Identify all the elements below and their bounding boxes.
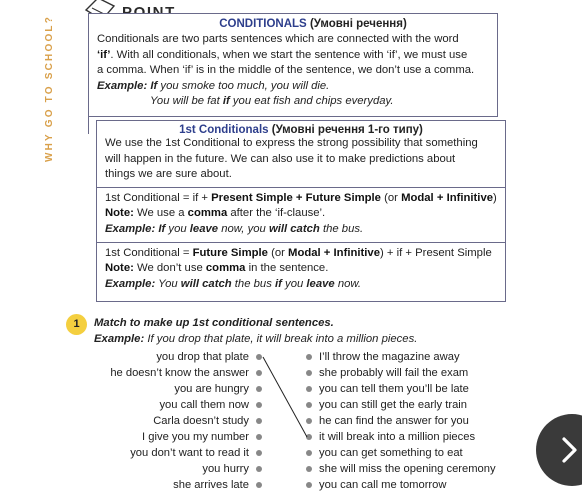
right-match-text: you can get something to eat — [319, 447, 463, 459]
left-match-dot[interactable] — [256, 402, 262, 408]
left-match-text: Carla doesn’t study — [153, 415, 249, 427]
right-match-item[interactable] — [306, 413, 526, 429]
left-match-item[interactable] — [66, 445, 262, 461]
right-match-dot[interactable] — [306, 386, 312, 392]
right-match-text: you can tell them you’ll be late — [319, 383, 469, 395]
right-match-dot[interactable] — [306, 434, 312, 440]
left-match-text: you don’t want to read it — [130, 447, 249, 459]
left-match-text: you hurry — [202, 463, 249, 475]
conditionals-title: CONDITIONALS (Умовні речення) — [219, 18, 407, 30]
right-match-text: it will break into a million pieces — [319, 431, 476, 443]
left-match-text: you drop that plate — [156, 351, 249, 363]
left-match-item[interactable] — [66, 477, 262, 493]
side-label: WHY GO TO SCHOOL? — [44, 14, 55, 162]
left-match-text: you are hungry — [174, 383, 249, 395]
right-match-dot[interactable] — [306, 354, 312, 360]
right-match-text: he can find the answer for you — [319, 415, 469, 427]
right-match-item[interactable] — [306, 461, 526, 477]
right-match-dot[interactable] — [306, 482, 312, 488]
right-match-dot[interactable] — [306, 418, 312, 424]
right-match-dot[interactable] — [306, 402, 312, 408]
right-match-item[interactable] — [306, 381, 526, 397]
left-match-text: I give you my number — [142, 431, 249, 443]
right-match-item[interactable] — [306, 429, 526, 445]
left-match-dot[interactable] — [256, 434, 262, 440]
match-right-column — [306, 349, 526, 493]
left-match-item[interactable] — [66, 349, 262, 365]
left-match-text: he doesn’t know the answer — [110, 367, 249, 379]
left-match-item[interactable] — [66, 429, 262, 445]
left-match-item[interactable] — [66, 397, 262, 413]
left-match-dot[interactable] — [256, 418, 262, 424]
next-button[interactable] — [536, 414, 582, 486]
conditionals-example: Example: If you smoke too much, you will die. You will be fat if you eat fish and chips everyday. — [97, 79, 394, 108]
exercise-instruction: Match to make up 1st conditional sentences. — [94, 317, 334, 329]
right-match-text: you can still get the early train — [319, 399, 467, 411]
right-match-text: she will miss the opening ceremony — [319, 463, 496, 475]
left-match-dot[interactable] — [256, 450, 262, 456]
box-connector — [88, 116, 89, 134]
match-left-column — [66, 349, 262, 493]
first-conditional-rule-1: 1st Conditional = if + Present Simple + Future Simple (or Modal + Infinitive) Note: We use a comma after the ‘if-clause’. Example: If you leave now, you will catch the bus. — [97, 187, 505, 242]
left-match-text: you call them now — [159, 399, 249, 411]
conditionals-text: Conditionals are two parts sentences which are connected with the word ‘if’. With all conditionals, when we start the sentence with ‘if’, we must use a comma. When ‘if’ is in the middle of the sentence, we don’t use a comma. — [97, 33, 475, 77]
first-conditional-rule-2: 1st Conditional = Future Simple (or Modal + Infinitive) + if + Present Simple Note: We don’t use comma in the sentence. Example: You will catch the bus if you leave now. — [97, 242, 505, 297]
right-match-item[interactable] — [306, 365, 526, 381]
left-match-item[interactable] — [66, 413, 262, 429]
example-match-line — [263, 357, 307, 437]
first-conditional-intro: 1st Conditionals (Умовні речення 1-го типу) We use the 1st Conditional to express the strong possibility that something will happen in the future. We can also use it to make predictions about things we are sure about. — [97, 121, 505, 187]
left-match-dot[interactable] — [256, 466, 262, 472]
left-match-item[interactable] — [66, 461, 262, 477]
right-match-item[interactable] — [306, 349, 526, 365]
right-match-text: I’ll throw the magazine away — [319, 351, 460, 363]
right-match-text: you can call me tomorrow — [319, 479, 447, 491]
right-match-item[interactable] — [306, 397, 526, 413]
chevron-right-icon — [560, 436, 580, 464]
right-match-dot[interactable] — [306, 450, 312, 456]
left-match-dot[interactable] — [256, 370, 262, 376]
left-match-item[interactable] — [66, 381, 262, 397]
right-match-item[interactable] — [306, 445, 526, 461]
left-match-dot[interactable] — [256, 386, 262, 392]
first-conditional-title: 1st Conditionals (Умовні речення 1-го типу) — [179, 124, 423, 136]
left-match-text: she arrives late — [173, 479, 249, 491]
left-match-dot[interactable] — [256, 482, 262, 488]
conditionals-box — [88, 13, 498, 117]
right-match-text: she probably will fail the exam — [319, 367, 469, 379]
left-match-dot[interactable] — [256, 354, 262, 360]
right-match-item[interactable] — [306, 477, 526, 493]
right-match-dot[interactable] — [306, 370, 312, 376]
right-match-dot[interactable] — [306, 466, 312, 472]
first-conditional-box — [96, 120, 506, 302]
exercise-number-badge: 1 — [66, 314, 87, 335]
exercise-example: Example: If you drop that plate, it will break into a million pieces. — [94, 333, 418, 345]
left-match-item[interactable] — [66, 365, 262, 381]
